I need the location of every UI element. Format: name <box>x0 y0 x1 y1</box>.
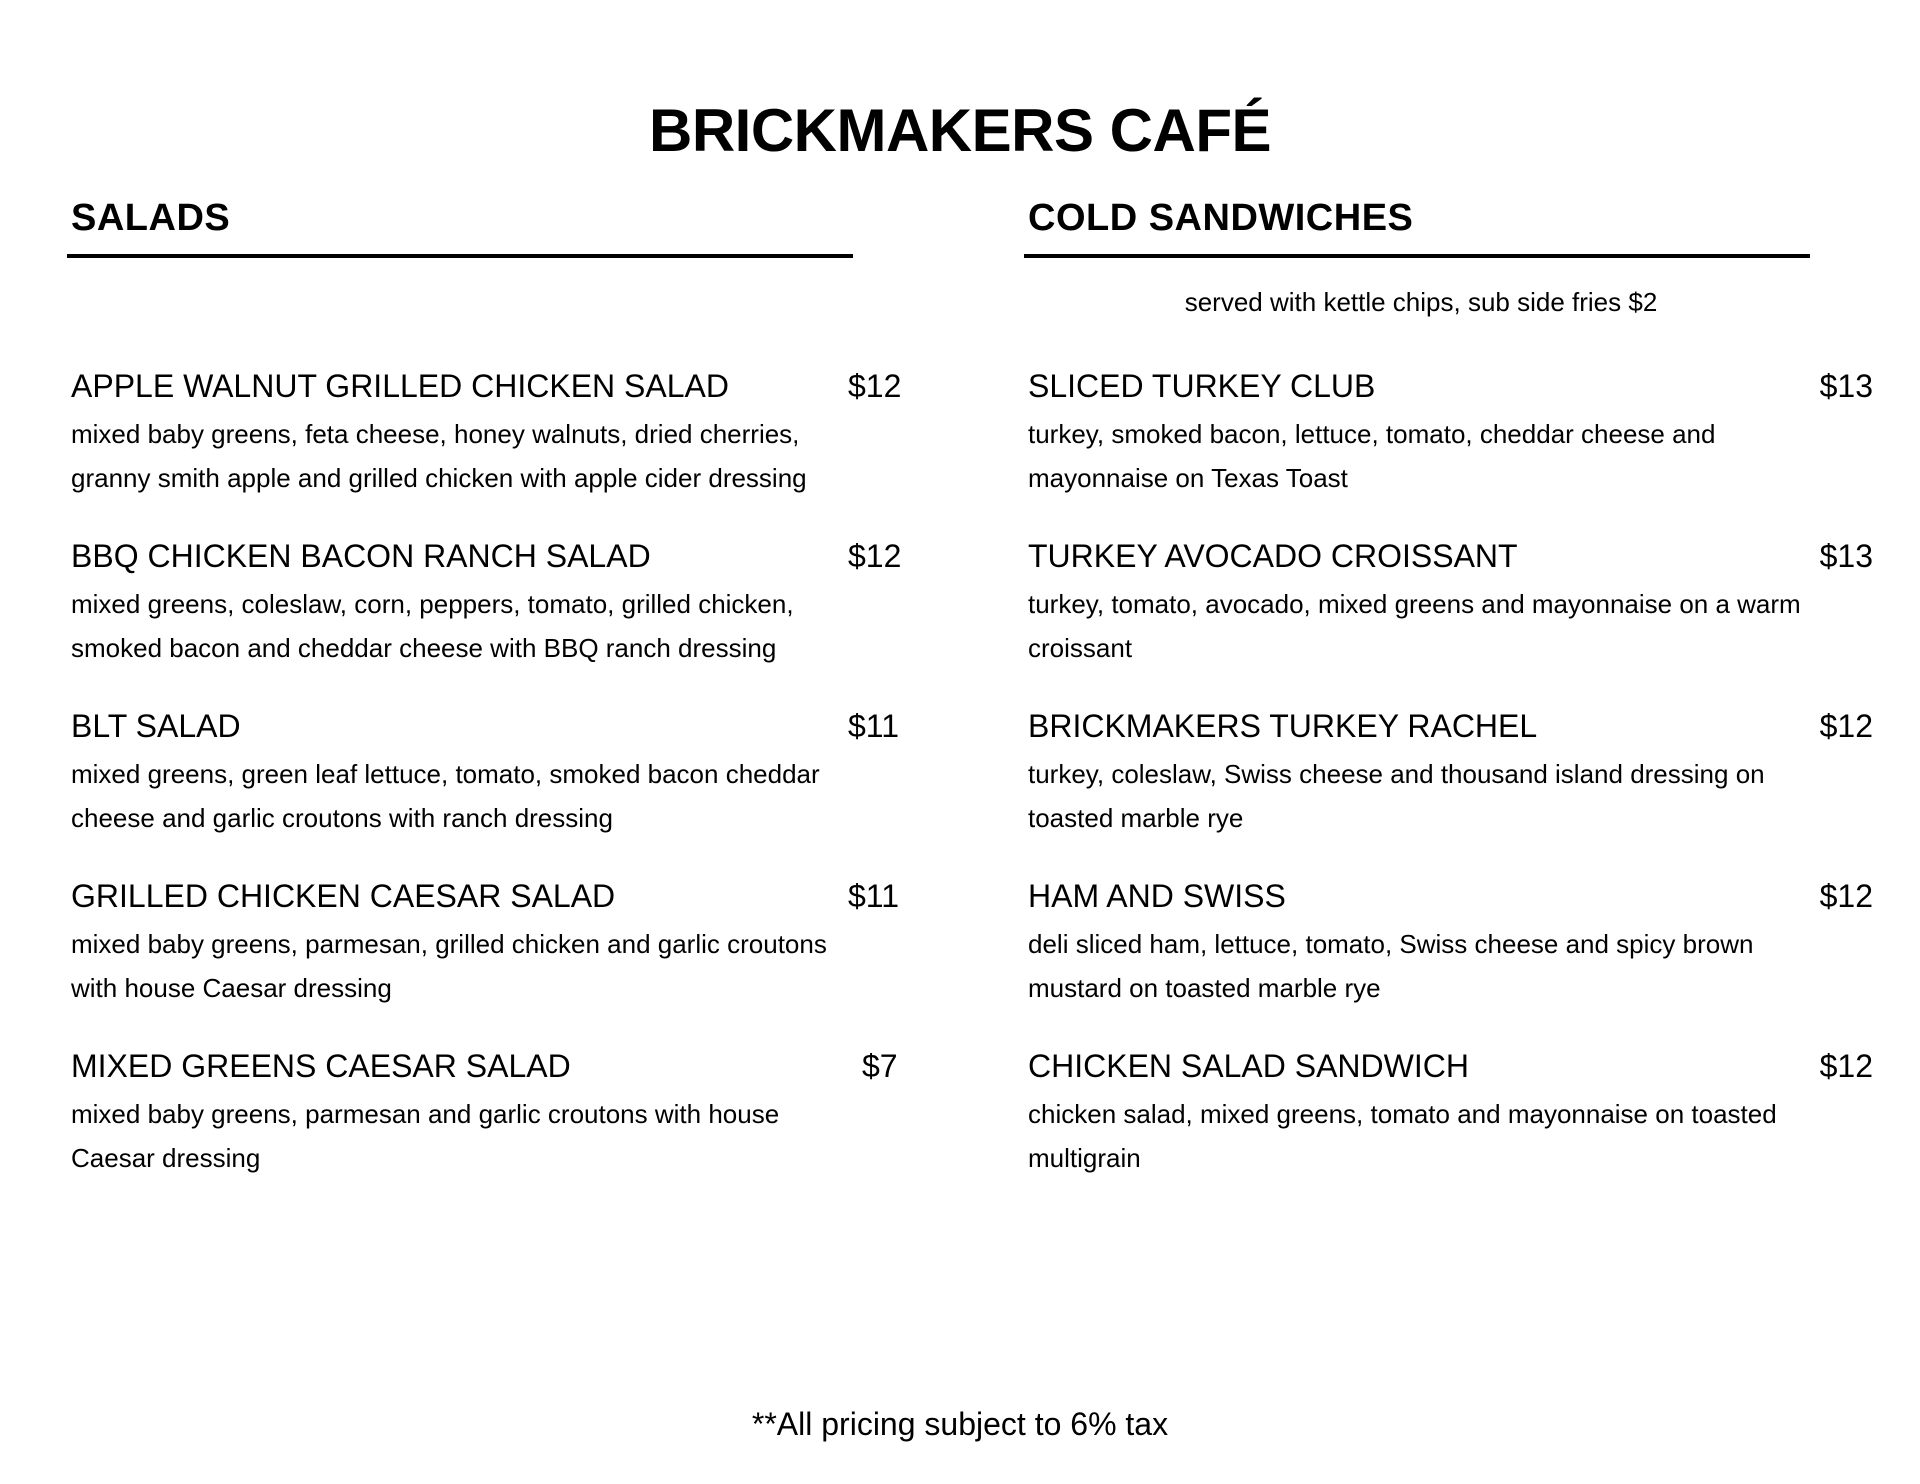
page-title: BRICKMAKERS CAFÉ <box>649 97 1271 164</box>
item-price: $12 <box>1819 1048 1873 1084</box>
salads-heading: SALADS <box>71 197 231 239</box>
item-name: SLICED TURKEY CLUB <box>1028 368 1376 404</box>
salads-section <box>71 196 901 1216</box>
item-description-line: mixed greens, green leaf lettuce, tomato, smoked bacon cheddar <box>71 759 820 789</box>
item-description-line: granny smith apple and grilled chicken with apple cider dressing <box>71 463 807 493</box>
menu-item <box>71 366 901 500</box>
item-price: $11 <box>848 708 900 744</box>
item-description <box>1028 922 1873 1010</box>
item-description <box>71 1092 901 1180</box>
item-description-line: turkey, smoked bacon, lettuce, tomato, cheddar cheese and <box>1028 419 1716 449</box>
item-description-line: deli sliced ham, lettuce, tomato, Swiss cheese and spicy brown <box>1028 929 1754 959</box>
menu-item <box>71 876 901 1010</box>
item-description-line: mustard on toasted marble rye <box>1028 973 1381 1003</box>
item-name: HAM AND SWISS <box>1028 878 1286 914</box>
cold-sandwiches-subtitle: served with kettle chips, sub side fries $2 <box>1184 287 1658 317</box>
item-description-line: with house Caesar dressing <box>71 973 392 1003</box>
item-description <box>1028 752 1873 840</box>
menu-item <box>1028 706 1873 840</box>
menu-item <box>71 536 901 670</box>
cold-sandwiches-list <box>1028 366 1873 1180</box>
item-description <box>1028 1092 1873 1180</box>
item-name: TURKEY AVOCADO CROISSANT <box>1028 538 1518 574</box>
item-description-line: cheese and garlic croutons with ranch dressing <box>71 803 613 833</box>
item-description <box>1028 582 1873 670</box>
item-description-line: toasted marble rye <box>1028 803 1244 833</box>
item-price: $13 <box>1819 538 1873 574</box>
item-name: BBQ CHICKEN BACON RANCH SALAD <box>71 538 651 574</box>
item-description <box>71 922 901 1010</box>
item-description-line: croissant <box>1028 633 1133 663</box>
item-price: $13 <box>1819 368 1873 404</box>
menu-item <box>1028 1046 1873 1180</box>
item-price: $12 <box>1819 878 1873 914</box>
item-name: GRILLED CHICKEN CAESAR SALAD <box>71 878 616 914</box>
cold-sandwiches-section <box>1028 196 1873 1216</box>
item-description-line: Caesar dressing <box>71 1143 261 1173</box>
item-description-line: mayonnaise on Texas Toast <box>1028 463 1348 493</box>
item-price: $12 <box>848 368 902 404</box>
item-name: BLT SALAD <box>71 708 241 744</box>
menu-item <box>1028 536 1873 670</box>
item-price: $11 <box>848 878 900 914</box>
cold-sandwiches-heading-rule <box>1024 254 1810 258</box>
tax-note: **All pricing subject to 6% tax <box>751 1406 1169 1442</box>
item-description <box>71 412 901 500</box>
cold-sandwiches-heading: COLD SANDWICHES <box>1028 197 1414 239</box>
item-description-line: chicken salad, mixed greens, tomato and mayonnaise on toasted <box>1028 1099 1777 1129</box>
menu-item <box>1028 366 1873 500</box>
item-description-line: mixed baby greens, parmesan, grilled chicken and garlic croutons <box>71 929 827 959</box>
item-description <box>71 752 901 840</box>
item-description <box>71 582 901 670</box>
item-price: $12 <box>848 538 902 574</box>
item-description-line: mixed greens, coleslaw, corn, peppers, tomato, grilled chicken, <box>71 589 794 619</box>
item-description <box>1028 412 1873 500</box>
item-name: MIXED GREENS CAESAR SALAD <box>71 1048 571 1084</box>
item-description-line: turkey, coleslaw, Swiss cheese and thousand island dressing on <box>1028 759 1765 789</box>
salads-list <box>71 366 901 1180</box>
item-price: $12 <box>1819 708 1873 744</box>
item-name: BRICKMAKERS TURKEY RACHEL <box>1028 708 1538 744</box>
item-description-line: mixed baby greens, parmesan and garlic croutons with house <box>71 1099 780 1129</box>
item-description-line: smoked bacon and cheddar cheese with BBQ ranch dressing <box>71 633 777 663</box>
menu-item <box>71 706 901 840</box>
item-description-line: turkey, tomato, avocado, mixed greens and mayonnaise on a warm <box>1028 589 1801 619</box>
item-description-line: multigrain <box>1028 1143 1141 1173</box>
item-name: CHICKEN SALAD SANDWICH <box>1028 1048 1469 1084</box>
item-price: $7 <box>862 1048 898 1084</box>
menu-item <box>1028 876 1873 1010</box>
menu-item <box>71 1046 901 1180</box>
item-name: APPLE WALNUT GRILLED CHICKEN SALAD <box>71 368 729 404</box>
item-description-line: mixed baby greens, feta cheese, honey walnuts, dried cherries, <box>71 419 800 449</box>
